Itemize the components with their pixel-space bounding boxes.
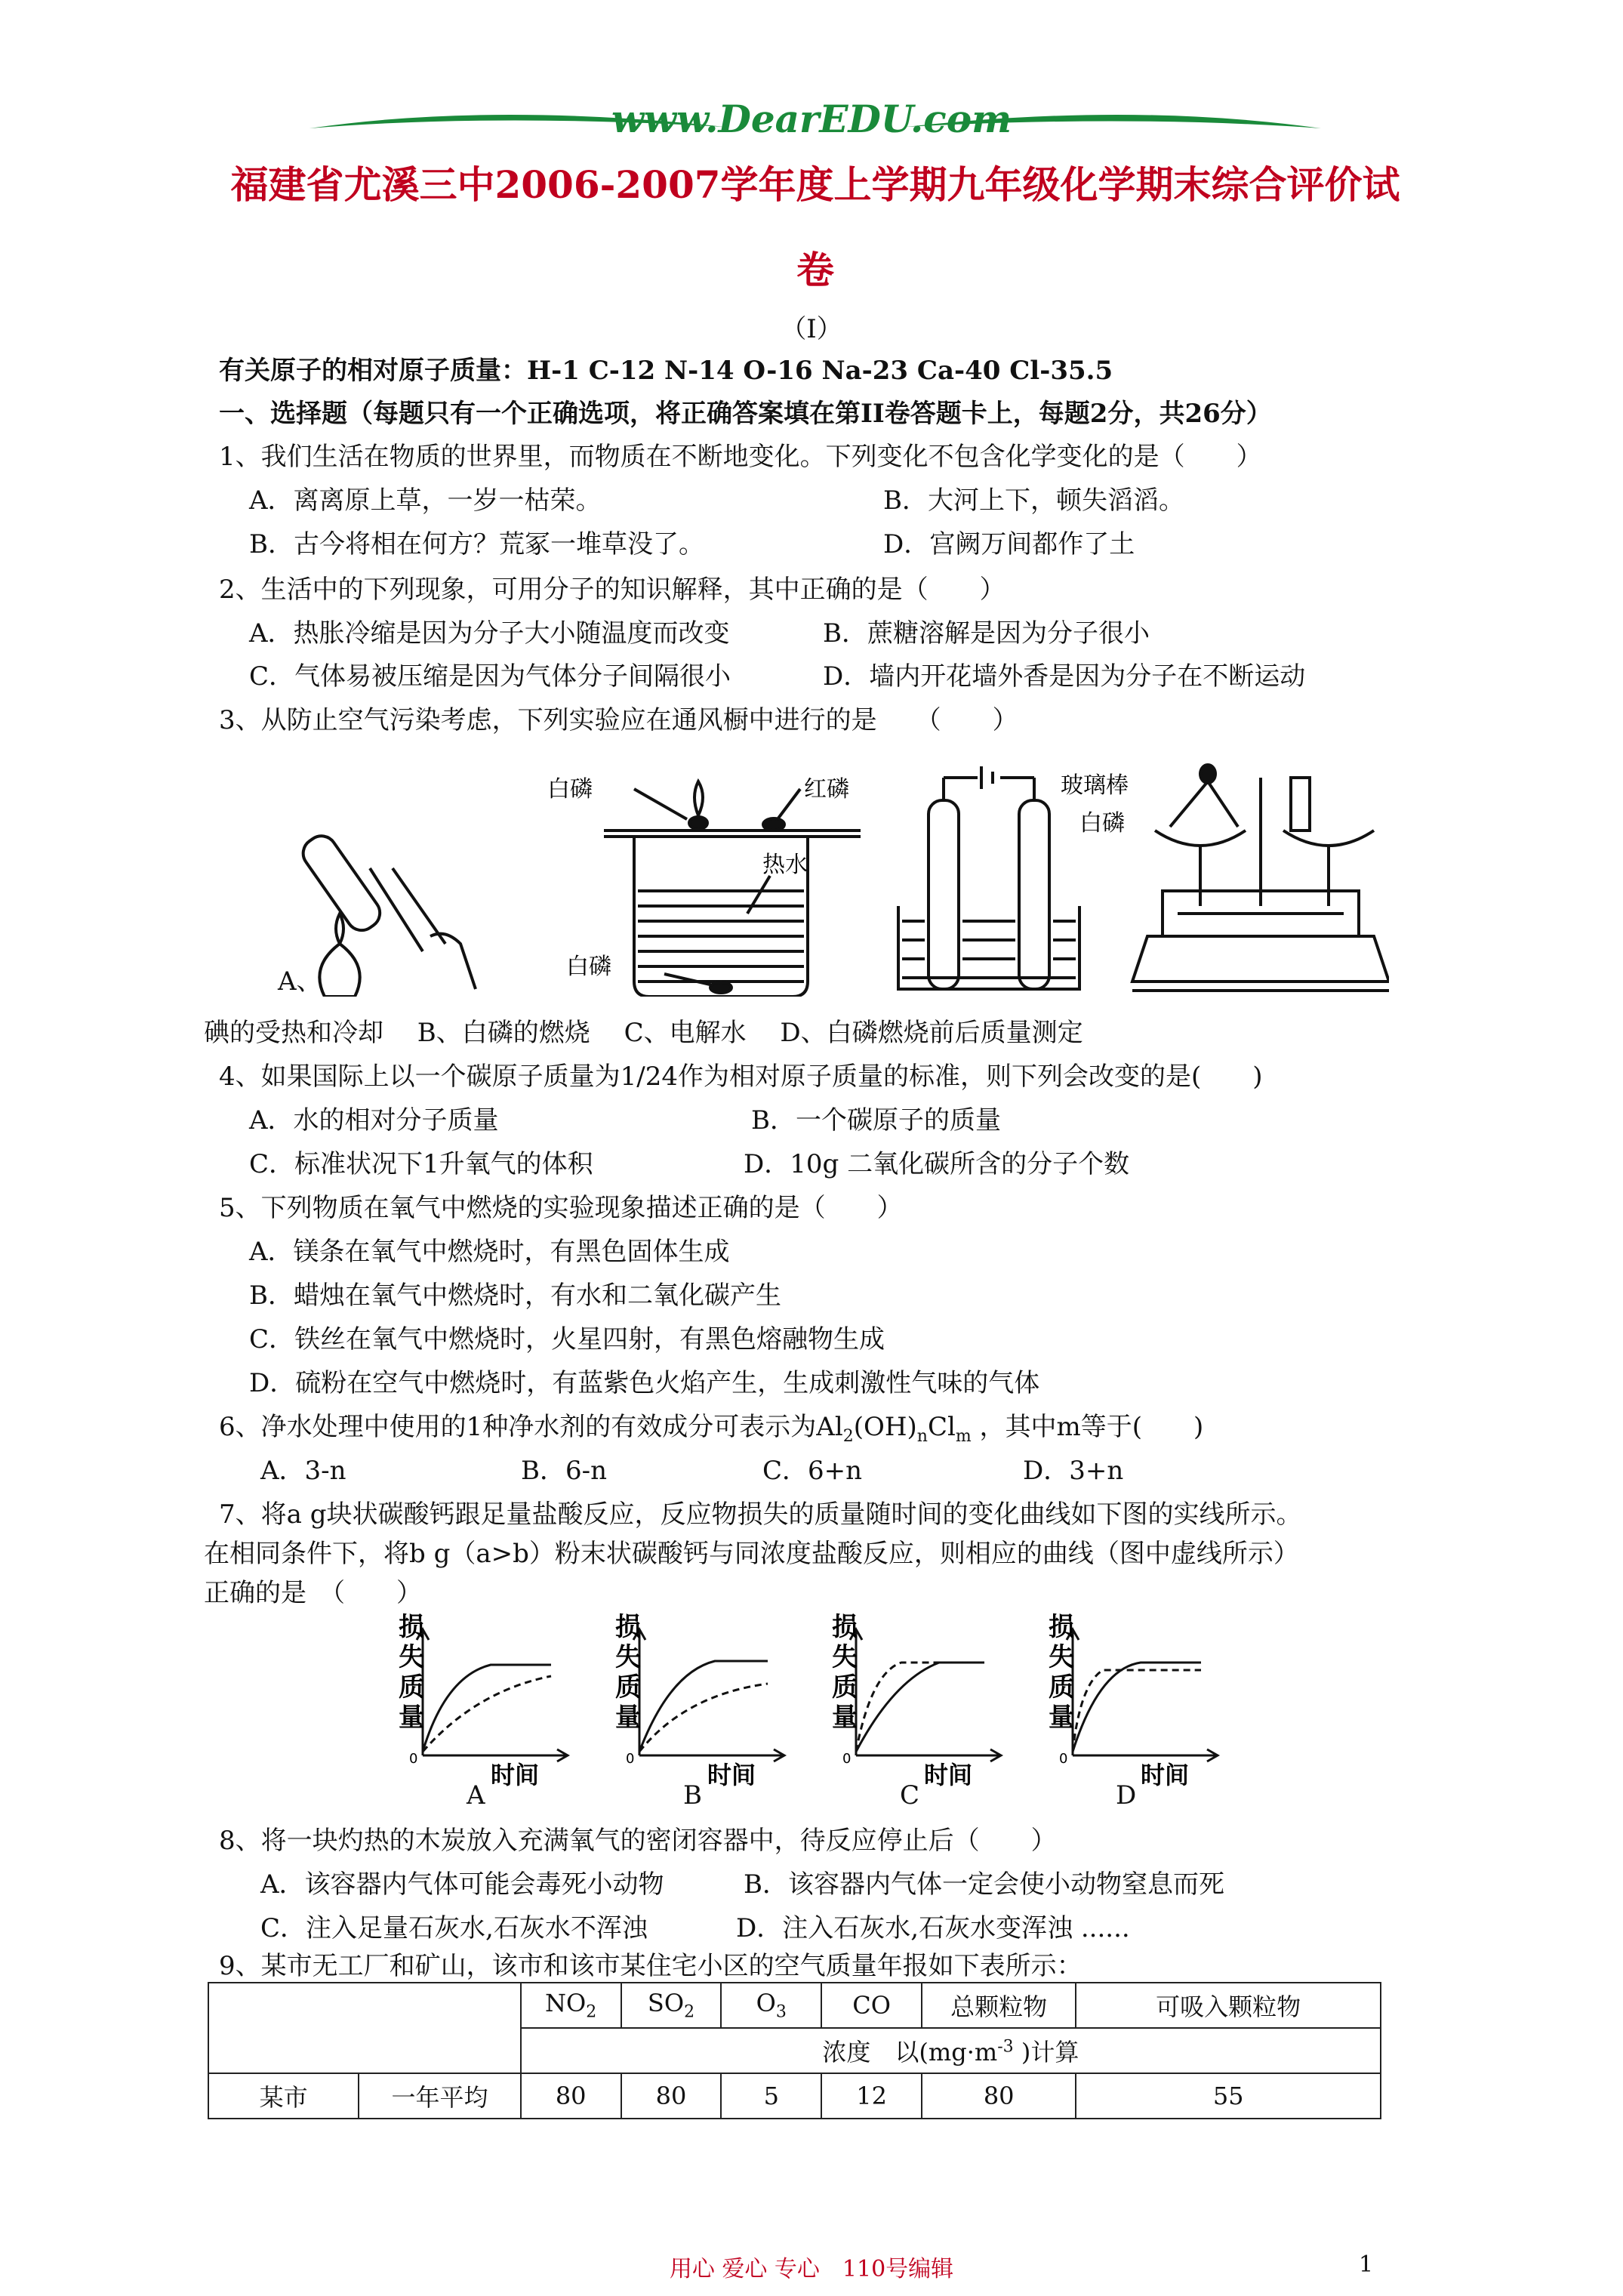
header-co: CO [821,1983,922,2028]
q8-stem: 8、将一块灼热的木炭放入充满氧气的密闭容器中，待反应停止后（ ） [219,1826,1057,1856]
cell-co: 12 [821,2073,922,2119]
y-label-char: 量 [399,1703,424,1733]
q4-stem: 4、如果国际上以一个碳原子质量为1/24作为相对原子质量的标准，则下列会改变的是( ) [219,1062,1263,1092]
y-label-char: 损 [1049,1612,1074,1642]
q6-option-a: A．3-n [260,1456,346,1486]
y-label-char: 质 [615,1672,641,1703]
solid-curve [423,1665,551,1752]
test-tube-heating-icon [297,830,476,997]
section-heading: 一、选择题（每题只有一个正确选项，将正确答案填在第II卷答题卡上，每题2分，共26分） [219,399,1272,429]
page-footer: 用心 爱心 专心 110号编辑 [669,2256,954,2282]
q6-option-c: C．6+n [762,1456,863,1486]
y-label-char: 量 [1049,1703,1074,1733]
q3-stem: 3、从防止空气污染考虑，下列实验应在通风橱中进行的是 （ ） [219,705,1018,735]
q7-label-d: D [1116,1780,1137,1811]
q5-stem: 5、下列物质在氧气中燃烧的实验现象描述正确的是（ ） [219,1193,903,1223]
q1-option-a: A．离离原上草，一岁一枯荣。 [249,485,602,516]
q7-graphs [377,1608,1246,1789]
q4-option-d: D．10g 二氧化碳所含的分子个数 [744,1149,1130,1179]
dashed-curve [639,1684,768,1752]
part-label: （I） [781,314,842,344]
balance-scale-icon [1132,765,1389,991]
q2-option-b: B．蔗糖溶解是因为分子很小 [823,618,1150,649]
dashed-curve [1073,1670,1201,1752]
site-name: www.DearEDU.com [611,97,1012,141]
label-red-phosphorus: 红磷 [804,776,849,803]
origin-label: 0 [1059,1751,1068,1767]
q5-option-b: B．蜡烛在氧气中燃烧时，有水和二氧化碳产生 [249,1281,781,1311]
cell-no2: 80 [521,2073,621,2119]
label-white-phosphorus-3: 白磷 [1079,810,1125,837]
q7-graph-c [832,1612,1001,1789]
electrolysis-apparatus-icon [898,766,1079,989]
y-label-char: 失 [399,1642,424,1672]
header-o3: $O_3$ [721,1983,821,2028]
cell-so2: 80 [621,2073,722,2119]
q7-label-c: C [900,1780,920,1811]
y-label-char: 失 [615,1642,641,1672]
air-quality-table [208,1982,1381,2119]
table-header-row [208,1983,1381,2028]
q7-label-b: B [683,1780,702,1811]
q7-graph-a [399,1612,568,1789]
y-label-char: 损 [832,1612,858,1642]
header-no2: $NO_2$ [521,1983,621,2028]
q2-stem: 2、生活中的下列现象，可用分子的知识解释，其中正确的是（ ） [219,575,1006,605]
q7-line3: 正确的是 （ ） [204,1578,422,1608]
y-label-char: 量 [832,1703,858,1733]
origin-label: 0 [409,1751,418,1767]
q7-line2: 在相同条件下，将b g（a>b）粉末状碳酸钙与同浓度盐酸反应，则相应的曲线（图中虚线所示） [204,1539,1299,1569]
label-white-phosphorus-2: 白磷 [566,954,611,980]
q4-option-b: B．一个碳原子的质量 [751,1105,1001,1136]
y-label-char: 损 [615,1612,641,1642]
q8-option-a: A．该容器内气体可能会毒死小动物 [260,1869,664,1900]
x-label: 时间 [707,1761,756,1789]
q1-option-c: B．古今将相在何方？荒冢一堆草没了。 [249,529,704,559]
atomic-masses: 有关原子的相对原子质量：H-1 C-12 N-14 O-16 Na-23 Ca-40 Cl-35.5 [219,356,1113,386]
exam-title: 福建省尤溪三中2006-2007学年度上学期九年级化学期末综合评价试 [230,162,1400,207]
y-label-char: 失 [832,1642,858,1672]
q2-option-d: D．墙内开花墙外香是因为分子在不断运动 [823,661,1306,692]
q5-option-a: A．镁条在氧气中燃烧时，有黑色固体生成 [249,1237,730,1267]
label-glass-rod: 玻璃棒 [1061,772,1129,799]
q7-line1: 7、将a g块状碳酸钙跟足量盐酸反应，反应物损失的质量随时间的变化曲线如下图的实线所示。 [219,1499,1302,1530]
x-label: 时间 [491,1761,540,1789]
solid-curve [1073,1663,1201,1752]
q8-option-d: D．注入石灰水,石灰水变浑浊 ...... [736,1913,1130,1943]
solid-curve [639,1661,768,1752]
q1-stem: 1、我们生活在物质的世界里，而物质在不断地变化。下列变化不包含化学变化的是（ ） [219,442,1262,472]
label-white-phosphorus-1: 白磷 [547,776,593,803]
cell-total-particles: 80 [922,2073,1076,2119]
q8-option-c: C．注入足量石灰水,石灰水不浑浊 [260,1913,648,1943]
y-label-char: 质 [832,1672,858,1703]
q3-apparatus-figure [279,755,1389,997]
solid-curve [856,1663,984,1752]
y-label-char: 量 [615,1703,641,1733]
q5-option-c: C．铁丝在氧气中燃烧时，火星四射，有黑色熔融物生成 [249,1324,885,1354]
cell-o3: 5 [721,2073,821,2119]
q1-option-b: B．大河上下，顿失滔滔。 [883,485,1184,516]
row-city: 某市 [208,2073,359,2119]
dashed-curve [856,1663,984,1752]
x-label: 时间 [1141,1761,1190,1789]
dashed-curve [423,1676,551,1752]
q1-option-d: D．宫阙万间都作了土 [883,529,1135,559]
q6-option-d: D．3+n [1023,1456,1124,1486]
page-number: 1 [1359,2251,1374,2278]
q2-option-c: C．气体易被压缩是因为气体分子间隔很小 [249,661,731,692]
header-so2: $SO_2$ [621,1983,722,2028]
q7-graph-b [615,1612,784,1789]
y-label-char: 失 [1049,1642,1074,1672]
q3-options: 碘的受热和冷却 B、白磷的燃烧 C、电解水 D、白磷燃烧前后质量测定 [204,1018,1083,1048]
y-label-char: 质 [399,1672,424,1703]
q5-option-d: D．硫粉在空气中燃烧时，有蓝紫色火焰产生，生成刺激性气味的气体 [249,1368,1040,1398]
y-label-char: 损 [399,1612,424,1642]
label-hot-water: 热水 [762,852,808,878]
header-total-particles: 总颗粒物 [922,1983,1076,2028]
q7-label-a: A [467,1780,485,1811]
origin-label: 0 [842,1751,852,1767]
header-inhalable-particles: 可吸入颗粒物 [1076,1983,1381,2028]
beaker-white-phosphorus-icon [604,781,861,997]
q6-option-b: B．6-n [521,1456,608,1486]
q2-option-a: A．热胀冷缩是因为分子大小随温度而改变 [249,618,730,649]
q3-label-a: A、 [278,966,322,997]
table-row [208,2073,1381,2119]
q4-option-a: A．水的相对分子质量 [249,1105,499,1136]
q6-stem: 6、净水处理中使用的1种净水剂的有效成分可表示为$Al_2(OH)_nCl_m$ ，其中m等于( ) [219,1412,1204,1446]
q4-option-c: C．标准状况下1升氧气的体积 [249,1149,593,1179]
table-corner-cell [208,1983,521,2073]
y-label-char: 质 [1049,1672,1074,1703]
unit-cell: 浓度 以($mg\cdot m^{-3}$ )计算 [521,2028,1381,2073]
origin-label: 0 [626,1751,635,1767]
q7-graph-d [1049,1612,1218,1789]
q9-stem: 9、某市无工厂和矿山，该市和该市某住宅小区的空气质量年报如下表所示： [219,1951,1083,1981]
q8-option-b: B．该容器内气体一定会使小动物窒息而死 [744,1869,1224,1900]
row-period: 一年平均 [359,2073,521,2119]
exam-title-cont: 卷 [796,248,834,292]
x-label: 时间 [924,1761,973,1789]
cell-inhalable-particles: 55 [1076,2073,1381,2119]
